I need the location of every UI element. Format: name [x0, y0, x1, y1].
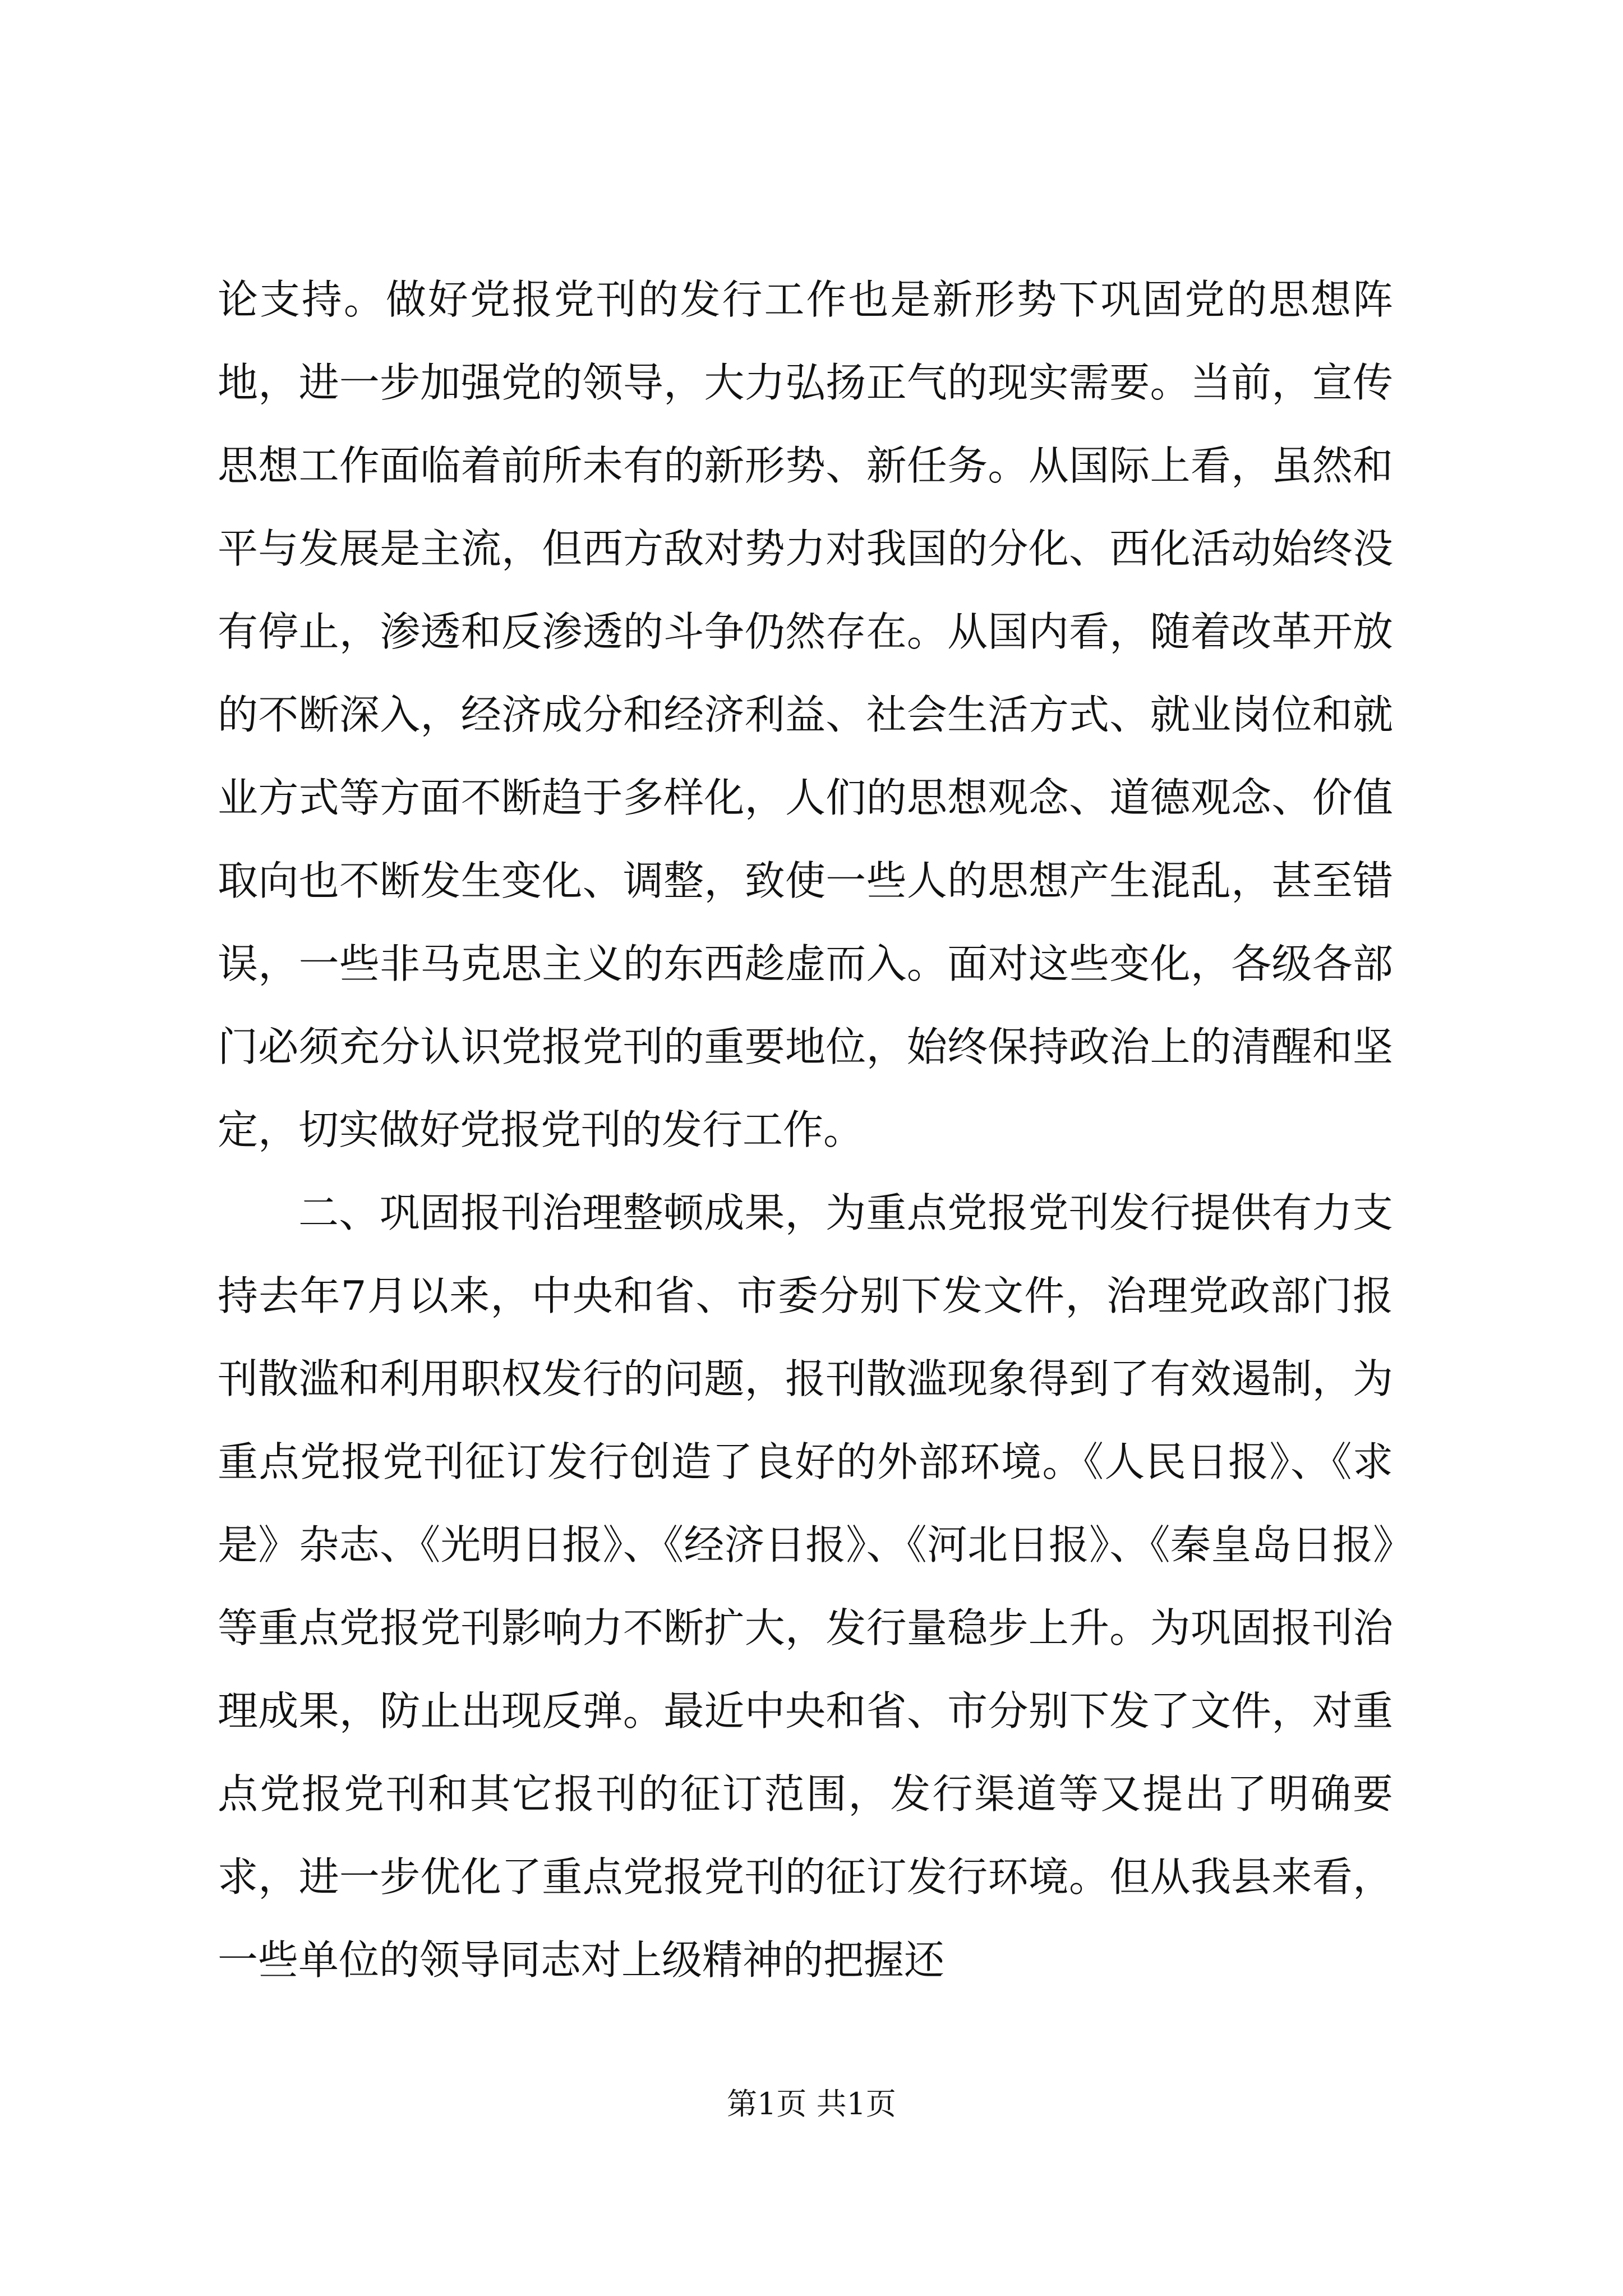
paragraph-1: 论支持。做好党报党刊的发行工作也是新形势下巩固党的思想阵地，进一步加强党的领导，大力弘扬正气的现实需要。当前，宣传思想工作面临着前所未有的新形势、新任务。从国际上看，虽然和平与发展是主流，但西方敌对势力对我国的分化、西化活动始终没有停止，渗透和反渗透的斗争仍然存在。从国内看，随着改革开放的不断深入，经济成分和经济利益、社会生活方式、就业岗位和就业方式等方面不断趋于多样化，人们的思想观念、道德观念、价值取向也不断发生变化、调整，致使一些人的思想产生混乱，甚至错误，一些非马克思主义的东西趁虚而入。面对这些变化，各级各部门必须充分认识党报党刊的重要地位，始终保持政治上的清醒和坚定，切实做好党报党刊的发行工作。	[218, 276, 1393, 1153]
paragraph-2: 二、巩固报刊治理整顿成果，为重点党报党刊发行提供有力支持去年7月以来，中央和省、市委分别下发文件，治理党政部门报刊散滥和利用职权发行的问题，报刊散滥现象得到了有效遏制，为重点党报党刊征订发行创造了良好的外部环境。《人民日报》、《求是》杂志、《光明日报》、《经济日报》、《河北日报》、《秦皇岛日报》等重点党报党刊影响力不断扩大，发行量稳步上升。为巩固报刊治理成果，防止出现反弹。最近中央和省、市分别下发了文件，对重点党报党刊和其它报刊的征订范围，发行渠道等又提出了明确要求，进一步优化了重点党报党刊的征订发行环境。但从我县来看，一些单位的领导同志对上级精神的把握还	[218, 1189, 1393, 1984]
page-footer: 第1页 共1页	[727, 2086, 896, 2122]
document-body	[218, 258, 1393, 2001]
